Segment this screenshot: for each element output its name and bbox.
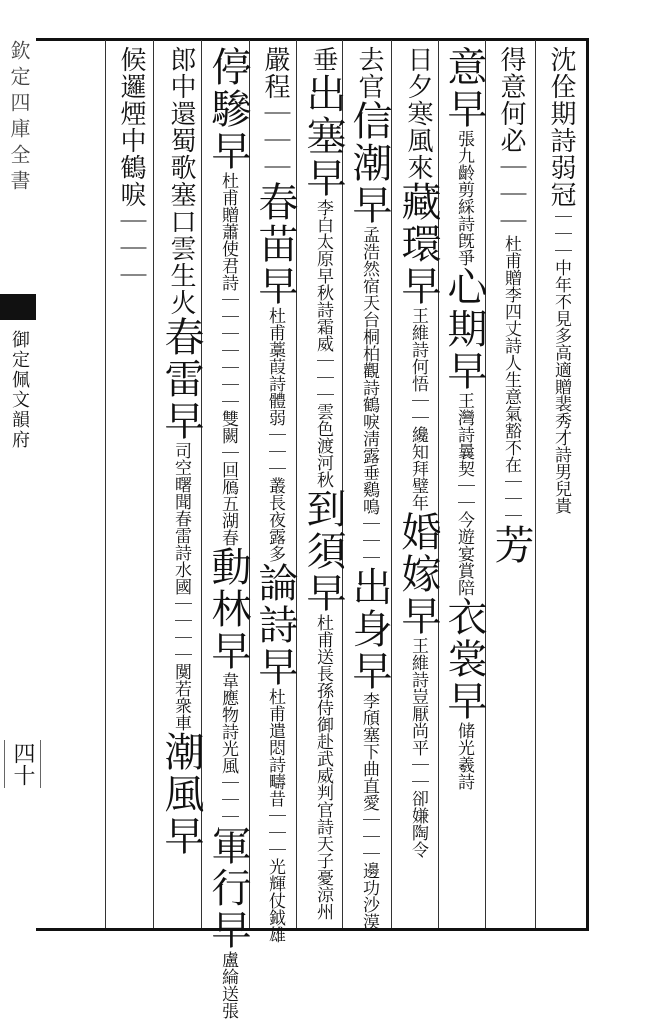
citation-note: 司空曙聞春雷詩水國｜｜｜｜闃若衆車 [171, 442, 191, 731]
entry-headword: 軍行早 [205, 825, 251, 951]
entry-headword: 婚嫁早 [395, 511, 441, 637]
text-column [300, 46, 346, 920]
entry-headword: 藏環早 [395, 181, 441, 307]
column-text: 候邏煙中鶴唳｜｜｜ [116, 46, 146, 289]
entry-headword: 動林早 [205, 546, 251, 672]
entry-headword: 意早 [441, 46, 487, 130]
column-text: 嚴程｜｜｜ [260, 46, 290, 181]
fishtail-block [0, 294, 36, 320]
column-text: 郎中還蜀歌塞口雲生火 [166, 46, 196, 316]
column-text: 垂 [308, 46, 338, 73]
entry-headword: 春雷早 [158, 316, 204, 442]
column-rule [105, 40, 106, 928]
entry-headword: 信潮早 [346, 100, 392, 226]
text-column [488, 46, 534, 566]
column-text: 沈佺期詩弱冠 [546, 46, 576, 208]
citation-note: 孟浩然宿天台桐柏觀詩鶴唳淸露垂鷄鳴｜｜｜ [359, 226, 379, 566]
column-rule [153, 40, 154, 928]
citation-note: 储光羲詩 [454, 722, 474, 790]
entry-headword: 出塞早 [300, 73, 346, 199]
citation-note: 王維詩豈厭尚平｜｜卻嫌陶令 [408, 637, 428, 858]
text-column [395, 46, 441, 858]
entry-headword: 潮風早 [158, 731, 204, 857]
text-column [205, 46, 251, 1019]
text-column [546, 46, 576, 514]
book-title: 御定佩文韻府 [9, 330, 30, 450]
citation-note: 杜甫遣悶詩疇昔｜｜｜光輝仗鉞雄 [265, 688, 285, 943]
entry-headword: 出身早 [346, 566, 392, 692]
library-title: 欽定四庫全書 [7, 40, 31, 196]
citation-note: 盧綸送張 [218, 951, 238, 1019]
text-column [116, 46, 146, 289]
column-rule [485, 40, 486, 928]
text-column [441, 46, 487, 790]
entry-headword: 衣裳早 [441, 596, 487, 722]
citation-note: 王灣詩曩契｜｜今遊宴賞陪 [454, 392, 474, 596]
column-rule [535, 40, 536, 928]
entry-headword: 心期早 [441, 266, 487, 392]
text-column [252, 46, 298, 943]
text-column [158, 46, 204, 857]
column-text: 日夕寒風來 [403, 46, 433, 181]
citation-note: 杜甫送長孫侍御赴武威判官詩天子憂涼州 [313, 614, 333, 920]
entry-headword: 論詩早 [252, 562, 298, 688]
citation-note: 韋應物詩光風｜｜｜ [218, 672, 238, 825]
citation-note: 杜甫贈蕭使君詩｜｜｜｜｜｜｜雙闕｜回鴈五湖春 [218, 172, 238, 546]
citation-note: 王維詩何悟｜｜纔知拜璧年 [408, 307, 428, 511]
sidebar-margin [0, 0, 36, 970]
citation-note: 杜甫藁葭詩體弱｜｜｜叢長夜露多 [265, 307, 285, 562]
citation-note: ｜｜｜中年不見多高適贈裴秀才詩男兒貴 [551, 208, 571, 514]
column-text: 得意何必｜｜｜ [496, 46, 526, 235]
column-rule [249, 40, 250, 928]
column-rule [438, 40, 439, 928]
text-column [346, 46, 392, 930]
citation-note: 李頎塞下曲直愛｜｜｜邊功沙漠 [359, 692, 379, 930]
entry-headword: 春苗早 [252, 181, 298, 307]
entry-headword: 芳 [488, 524, 534, 566]
right-border [586, 38, 589, 931]
column-text: 去官 [354, 46, 384, 100]
top-border [36, 38, 588, 41]
bottom-border [36, 928, 588, 931]
citation-note: 杜甫贈李四丈詩人生意氣豁不在｜｜｜ [501, 235, 521, 524]
column-rule [296, 40, 297, 928]
entry-headword: 到須早 [300, 488, 346, 614]
citation-note: 李白太原早秋詩霜威｜｜｜雲色渡河秋 [313, 199, 333, 488]
page-number: 四十 [4, 740, 41, 788]
entry-headword: 停驂早 [205, 46, 251, 172]
citation-note: 張九齡剪綵詩旣爭 [454, 130, 474, 266]
